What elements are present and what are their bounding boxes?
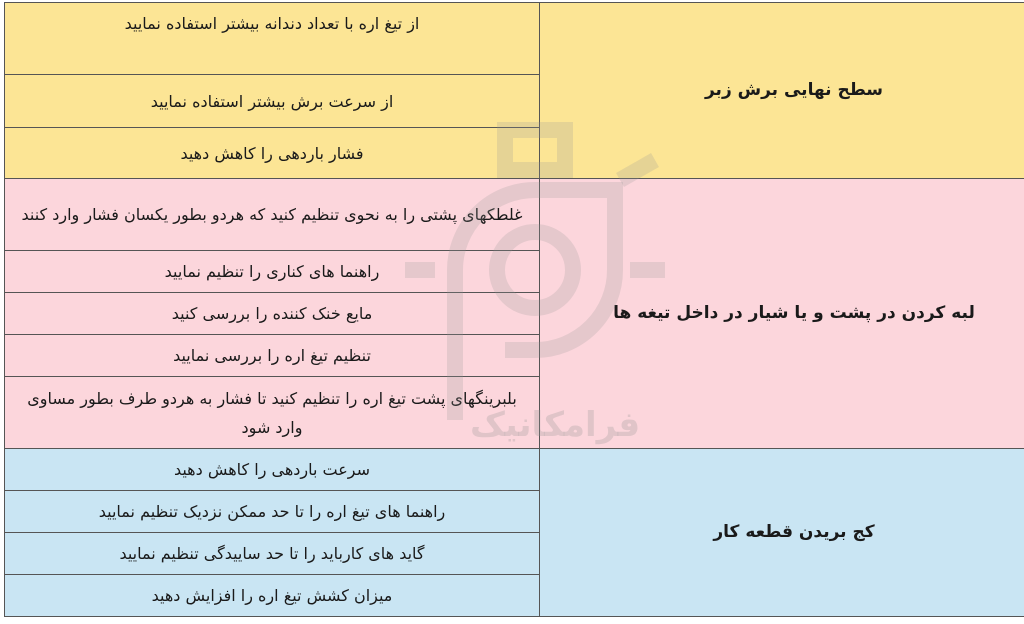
solution-cell: از تیغ اره با تعداد دندانه بیشتر استفاده نمایید [5,3,540,75]
solution-cell: غلطکهای پشتی را به نحوی تنظیم کنید که هردو بطور یکسان فشار وارد کنند [5,179,540,251]
problem-cell-blade-edge-grooves: لبه کردن در پشت و یا شیار در داخل تیغه ها [540,179,1024,449]
watermark-text: فرامکانیک [470,405,641,445]
solution-cell: میزان کشش تیغ اره را افزایش دهید [5,575,540,617]
solution-cell: بلبرینگهای پشت تیغ اره را تنظیم کنید تا فشار به هردو طرف بطور مساوی وارد شود [5,377,540,449]
solution-cell: از سرعت برش بیشتر استفاده نمایید [5,75,540,128]
troubleshooting-table [4,2,1024,617]
solution-cell: سرعت باردهی را کاهش دهید [5,449,540,491]
problem-cell-crooked-cut: کج بریدن قطعه کار [540,449,1024,617]
solution-cell: مایع خنک کننده را بررسی کنید [5,293,540,335]
table-row [5,449,1024,491]
problem-cell-rough-cut-surface: سطح نهایی برش زبر [540,3,1024,179]
solution-cell: راهنما های کناری را تنظیم نمایید [5,251,540,293]
table-row [5,3,1024,75]
solution-cell: فشار باردهی را کاهش دهید [5,128,540,179]
table-row [5,179,1024,251]
solution-cell: تنظیم تیغ اره را بررسی نمایید [5,335,540,377]
solution-cell: راهنما های تیغ اره را تا حد ممکن نزدیک تنظیم نمایید [5,491,540,533]
solution-cell: گاید های کارباید را تا حد ساییدگی تنظیم نمایید [5,533,540,575]
